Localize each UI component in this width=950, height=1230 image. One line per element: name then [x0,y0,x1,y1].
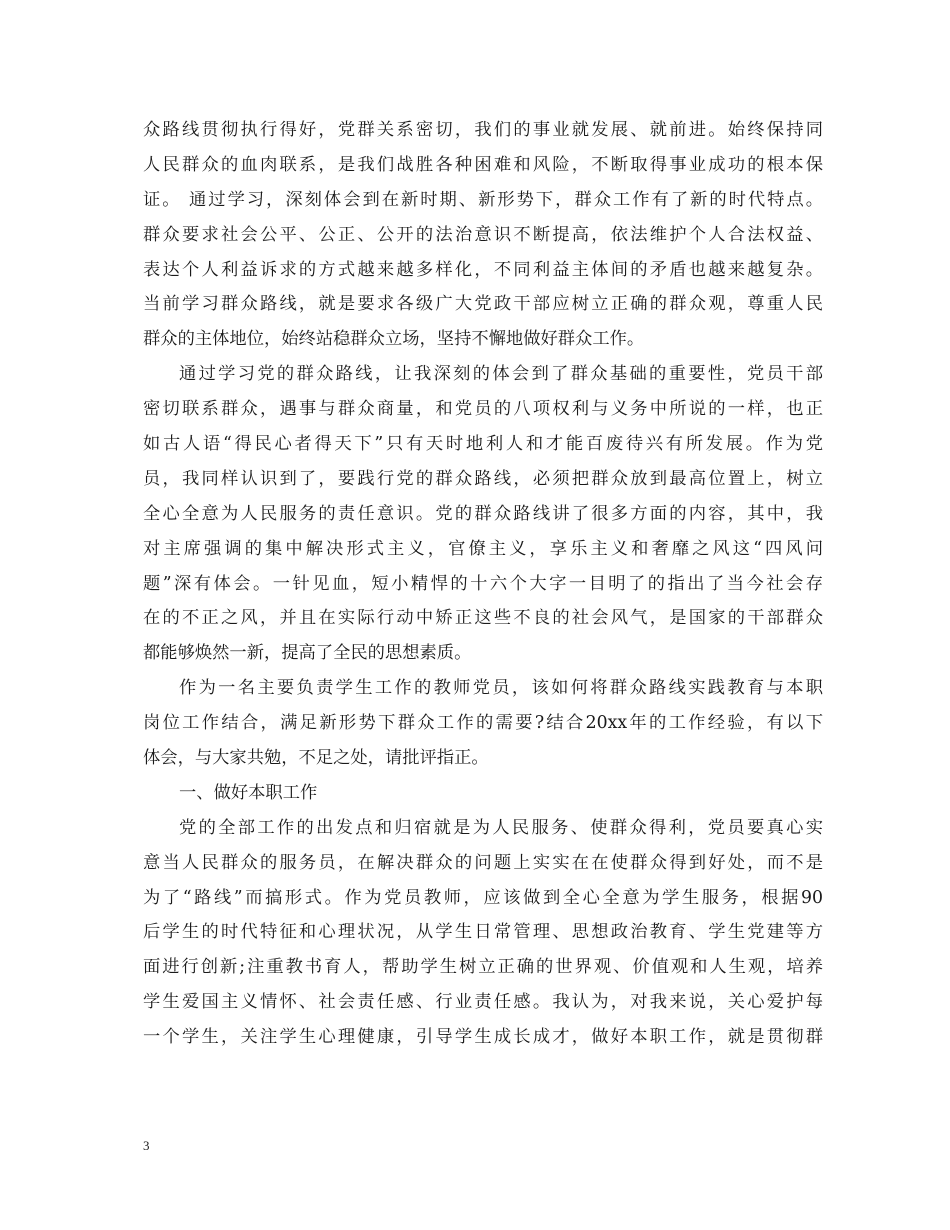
text-line: 一、做好本职工作 [179,782,318,803]
text-line: 当前学习群众路线，就是要求各级广大党政干部应树立正确的群众观，尊重人民 [143,294,823,315]
text-line: 题”深有体会。一针见血，短小精悍的十六个大字一目明了的指出了当今社会存 [143,573,823,594]
text-line: 对主席强调的集中解决形式主义，官僚主义，享乐主义和奢靡之风这“四风问 [143,538,823,559]
text-line: 人民群众的血肉联系，是我们战胜各种困难和风险，不断取得事业成功的根本保 [143,154,823,175]
text-line: 如古人语“得民心者得天下”只有天时地利人和才能百废待兴有所发展。作为党 [143,434,823,455]
text-line: 面进行创新;注重教书育人，帮助学生树立正确的世界观、价值观和人生观，培养 [143,957,823,978]
text-line: 后学生的时代特征和心理状况，从学生日常管理、思想政治教育、学生党建等方 [143,922,823,943]
text-line: 学生爱国主义情怀、社会责任感、行业责任感。我认为，对我来说，关心爱护每 [143,992,823,1013]
page-number: 3 [143,1138,150,1153]
text-line: 为了“路线”而搞形式。作为党员教师，应该做到全心全意为学生服务，根据90 [143,887,823,908]
text-line: 作为一名主要负责学生工作的教师党员，该如何将群众路线实践教育与本职 [179,678,823,699]
text-line: 岗位工作结合，满足新形势下群众工作的需要?结合20xx年的工作经验，有以下 [143,713,823,734]
text-line: 意当人民群众的服务员，在解决群众的问题上实实在在使群众得到好处，而不是 [143,852,823,873]
text-line: 众路线贯彻执行得好，党群关系密切，我们的事业就发展、就前进。始终保持同 [143,120,823,140]
text-line: 全心全意为人民服务的责任意识。党的群众路线讲了很多方面的内容，其中，我 [143,503,823,524]
text-line: 群众的主体地位，始终站稳群众立场，坚持不懈地做好群众工作。 [143,329,645,350]
paragraph [143,811,823,1055]
section-heading [143,776,823,811]
text-line: 体会，与大家共勉，不足之处，请批评指正。 [143,748,489,769]
paragraph [143,671,823,776]
text-line: 在的不正之风，并且在实际行动中矫正这些不良的社会风气，是国家的干部群众 [143,608,823,629]
text-line: 密切联系群众，遇事与群众商量，和党员的八项权利与义务中所说的一样，也正 [143,399,823,420]
text-line: 都能够焕然一新，提高了全民的思想素质。 [143,643,472,664]
paragraph [143,357,823,671]
paragraph [143,113,823,357]
text-line: 群众要求社会公平、公正、公开的法治意识不断提高，依法维护个人合法权益、 [143,224,823,245]
text-line: 证。 通过学习，深刻体会到在新时期、新形势下，群众工作有了新的时代特点。 [143,189,823,210]
text-line: 一个学生，关注学生心理健康，引导学生成长成才，做好本职工作，就是贯彻群 [143,1027,823,1048]
text-line: 表达个人利益诉求的方式越来越多样化，不同利益主体间的矛盾也越来越复杂。 [143,259,823,280]
text-line: 党的全部工作的出发点和归宿就是为人民服务、使群众得利，党员要真心实 [179,817,823,838]
text-line: 员，我同样认识到了，要践行党的群众路线，必须把群众放到最高位置上，树立 [143,468,823,489]
document-body [143,113,823,1055]
text-line: 通过学习党的群众路线，让我深刻的体会到了群众基础的重要性，党员干部 [179,364,823,385]
